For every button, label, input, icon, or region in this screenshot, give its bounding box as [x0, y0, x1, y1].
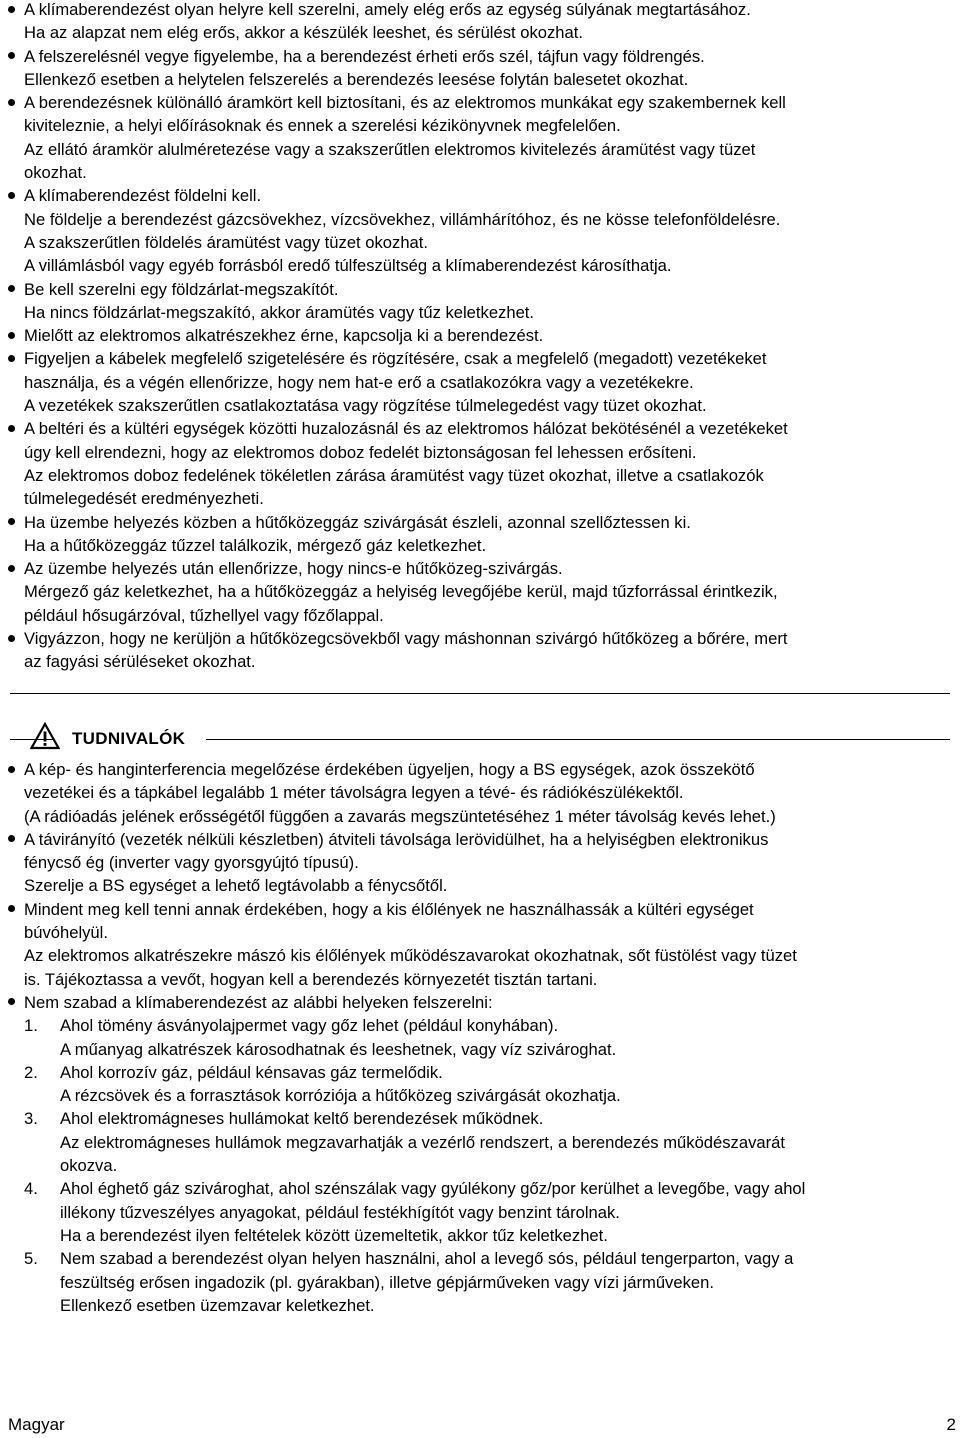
list-item — [0, 758, 960, 828]
text-line: Az ellátó áramkör alulméretezése vagy a szakszerűtlen elektromos kivitelezés áramütést vagy tüzet — [24, 139, 756, 159]
text-line: Ahol éghető gáz szivároghat, ahol szénszálak vagy gyúlékony gőz/por kerülhet a levegőbe, vagy ahol — [60, 1179, 806, 1199]
text-line: fénycső ég (inverter vagy gyorsgyújtó típusú). — [24, 853, 359, 873]
list-item — [0, 324, 960, 347]
bullet-icon — [8, 425, 15, 432]
text-line: Ha a hűtőközeggáz tűzzel találkozik, mérgező gáz keletkezhet. — [24, 535, 487, 555]
heading-rule-right — [206, 739, 950, 740]
text-line: Mindent meg kell tenni annak érdekében, hogy a kis élőlények ne használhassák a kültéri egységet — [24, 899, 754, 919]
text-line: használja, és a végén ellenőrizze, hogy nem hat-e erő a csatlakozókra vagy a vezetékekre. — [24, 372, 694, 392]
text-line: Az üzembe helyezés után ellenőrizze, hogy nincs-e hűtőközeg-szivárgás. — [24, 559, 563, 579]
text-line: Ha nincs földzárlat-megszakító, akkor áramütés vagy tűz keletkezhet. — [24, 302, 535, 322]
list-item — [0, 278, 960, 325]
numbered-item — [0, 1014, 960, 1061]
text-line: feszültség erősen ingadozik (pl. gyárakban), illetve gépjárműveken vagy vízi járműveken. — [60, 1272, 714, 1292]
numbered-item — [0, 1247, 960, 1317]
bullet-icon — [8, 332, 15, 339]
footer-language: Magyar — [8, 1415, 65, 1434]
warning-triangle-icon — [30, 722, 60, 750]
text-line: okozhat. — [24, 163, 87, 183]
bullet-icon — [8, 766, 15, 773]
list-item — [0, 0, 960, 45]
text-line: Ne földelje a berendezést gázcsövekhez, vízcsövekhez, villámhárítóhoz, és ne kösse telefonföldelésre. — [24, 209, 781, 229]
text-line: A klímaberendezést olyan helyre kell szerelni, amely elég erős az egység súlyának megtartásához. — [24, 0, 751, 19]
list-item — [0, 511, 960, 558]
bullet-icon — [8, 99, 15, 106]
text-line: A felszerelésnél vegye figyelembe, ha a berendezést érheti erős szél, tájfun vagy földrengés. — [24, 46, 705, 66]
text-line: Ha üzembe helyezés közben a hűtőközeggáz szivárgását észleli, azonnal szellőztessen ki. — [24, 512, 691, 532]
list-item — [0, 627, 960, 674]
numbered-item — [0, 1061, 960, 1108]
text-line: búvóhelyül. — [24, 923, 108, 943]
bullet-icon — [8, 192, 15, 199]
notice-list — [0, 758, 960, 1317]
list-item — [0, 898, 960, 991]
bullet-icon — [8, 355, 15, 362]
text-line: Figyeljen a kábelek megfelelő szigetelésére és rögzítésére, csak a megfelelő (megadott) vezetékeket — [24, 349, 767, 369]
list-item — [0, 828, 960, 898]
text-line: Az elektromágneses hullámok megzavarhatják a vezérlő rendszert, a berendezés működészavarát — [60, 1132, 785, 1152]
bullet-icon — [8, 905, 15, 912]
bullet-icon — [8, 998, 15, 1005]
bullet-icon — [8, 52, 15, 59]
numbered-item — [0, 1107, 960, 1177]
text-line: A villámlásból vagy egyéb forrásból eredő túlfeszültség a klímaberendezést károsíthatja. — [24, 256, 672, 276]
text-line: is. Tájékoztassa a vevőt, hogyan kell a berendezés környezetét tisztán tartani. — [24, 969, 598, 989]
bullet-icon — [8, 635, 15, 642]
bullet-icon — [8, 565, 15, 572]
text-line: Ha az alapzat nem elég erős, akkor a készülék leeshet, és sérülést okozhat. — [24, 23, 583, 43]
text-line: Az elektromos alkatrészekre mászó kis élőlények működészavarokat okozhatnak, sőt füstölést vagy tüzet — [24, 946, 797, 966]
text-line: úgy kell elrendezni, hogy az elektromos doboz fedelét biztonságosan fel lehessen erősíteni. — [24, 442, 697, 462]
section-divider — [10, 693, 950, 694]
bullet-icon — [8, 835, 15, 842]
text-line: Ha a berendezést ilyen feltételek között üzemeltetik, akkor tűz keletkezhet. — [60, 1225, 608, 1245]
text-line: Vigyázzon, hogy ne kerüljön a hűtőközegcsövekből vagy máshonnan szivárgó hűtőközeg a bőrére, mert — [24, 629, 788, 649]
text-line: Mielőtt az elektromos alkatrészekhez érne, kapcsolja ki a berendezést. — [24, 326, 544, 346]
text-line: illékony tűzveszélyes anyagokat, például festékhígítót vagy benzint tárolnak. — [60, 1202, 620, 1222]
text-line: Ellenkező esetben a helytelen felszerelés a berendezés leesése folytán balesetet okozhat. — [24, 69, 689, 89]
text-line: túlmelegedését eredményezheti. — [24, 489, 264, 509]
list-item — [0, 557, 960, 627]
item-number: 5. — [24, 1249, 38, 1269]
text-line: az fagyási sérüléseket okozhat. — [24, 652, 256, 672]
notice-title: TUDNIVALÓK — [72, 729, 186, 748]
text-line: Be kell szerelni egy földzárlat-megszakítót. — [24, 279, 339, 299]
bullet-icon — [8, 6, 15, 13]
text-line: A rézcsövek és a forrasztások korróziója a hűtőközeg szivárgását okozhatja. — [60, 1086, 621, 1106]
bullet-icon — [8, 518, 15, 525]
text-line: Ahol korrozív gáz, például kénsavas gáz termelődik. — [60, 1062, 443, 1082]
list-item — [0, 347, 960, 417]
text-line: okozva. — [60, 1156, 118, 1176]
item-number: 2. — [24, 1062, 38, 1082]
text-line: például hősugárzóval, tűzhellyel vagy főzőlappal. — [24, 605, 384, 625]
item-number: 4. — [24, 1179, 38, 1199]
text-line: A vezetékek szakszerűtlen csatlakoztatása vagy rögzítése túlmelegedést vagy tüzet okozhat. — [24, 396, 707, 416]
text-line: Mérgező gáz keletkezhet, ha a hűtőközeggáz a helyiség levegőjébe kerül, majd tűzforrással érintkezik, — [24, 582, 778, 602]
safety-warnings-list — [0, 0, 960, 674]
text-line: Nem szabad a klímaberendezést az alábbi helyeken felszerelni: — [24, 992, 493, 1012]
text-line: A berendezésnek különálló áramkört kell biztosítani, és az elektromos munkákat egy szakembernek kell — [24, 93, 786, 113]
list-item — [0, 184, 960, 277]
text-line: vezetékei és a tápkábel legalább 1 méter távolságra legyen a tévé- és rádiókészülékektől. — [24, 783, 684, 803]
text-line: kiviteleznie, a helyi előírásoknak és ennek a szerelési kézikönyvnek megfelelően. — [24, 116, 621, 136]
text-line: A távirányító (vezeték nélküli készletben) átviteli távolsága lerövidülhet, ha a helyiségben elektronikus — [24, 829, 769, 849]
bullet-icon — [8, 285, 15, 292]
text-line: Ahol elektromágneses hullámokat keltő berendezések működnek. — [60, 1109, 544, 1129]
list-item — [0, 417, 960, 510]
numbered-item — [0, 1177, 960, 1247]
text-line: Ahol tömény ásványolajpermet vagy gőz lehet (például konyhában). — [60, 1016, 559, 1036]
list-item — [0, 91, 960, 184]
text-line: A kép- és hanginterferencia megelőzése érdekében ügyeljen, hogy a BS egységek, azok összekötő — [24, 760, 755, 779]
list-item — [0, 991, 960, 1014]
text-line: Ellenkező esetben üzemzavar keletkezhet. — [60, 1295, 375, 1315]
text-line: A szakszerűtlen földelés áramütést vagy tüzet okozhat. — [24, 232, 428, 252]
item-number: 3. — [24, 1109, 38, 1129]
item-number: 1. — [24, 1016, 38, 1036]
footer-page-number: 2 — [946, 1415, 956, 1434]
text-line: Szerelje a BS egységet a lehető legtávolabb a fénycsőtől. — [24, 876, 448, 896]
text-line: A beltéri és a kültéri egységek közötti huzalozásnál és az elektromos hálózat bekötésénél a vezetékeket — [24, 419, 788, 439]
text-line: Nem szabad a berendezést olyan helyen használni, ahol a levegő sós, például tengerparton, vagy a — [60, 1249, 794, 1269]
list-item — [0, 45, 960, 92]
text-line: A klímaberendezést földelni kell. — [24, 186, 262, 206]
text-line: (A rádióadás jelének erősségétől függően a zavarás megszüntetéséhez 1 méter távolság kevés lehet.) — [24, 806, 776, 826]
text-line: Az elektromos doboz fedelének tökéletlen zárása áramütést vagy tüzet okozhat, illetve a csatlakozók — [24, 465, 764, 485]
text-line: A műanyag alkatrészek károsodhatnak és leeshetnek, vagy víz szivároghat. — [60, 1039, 617, 1059]
